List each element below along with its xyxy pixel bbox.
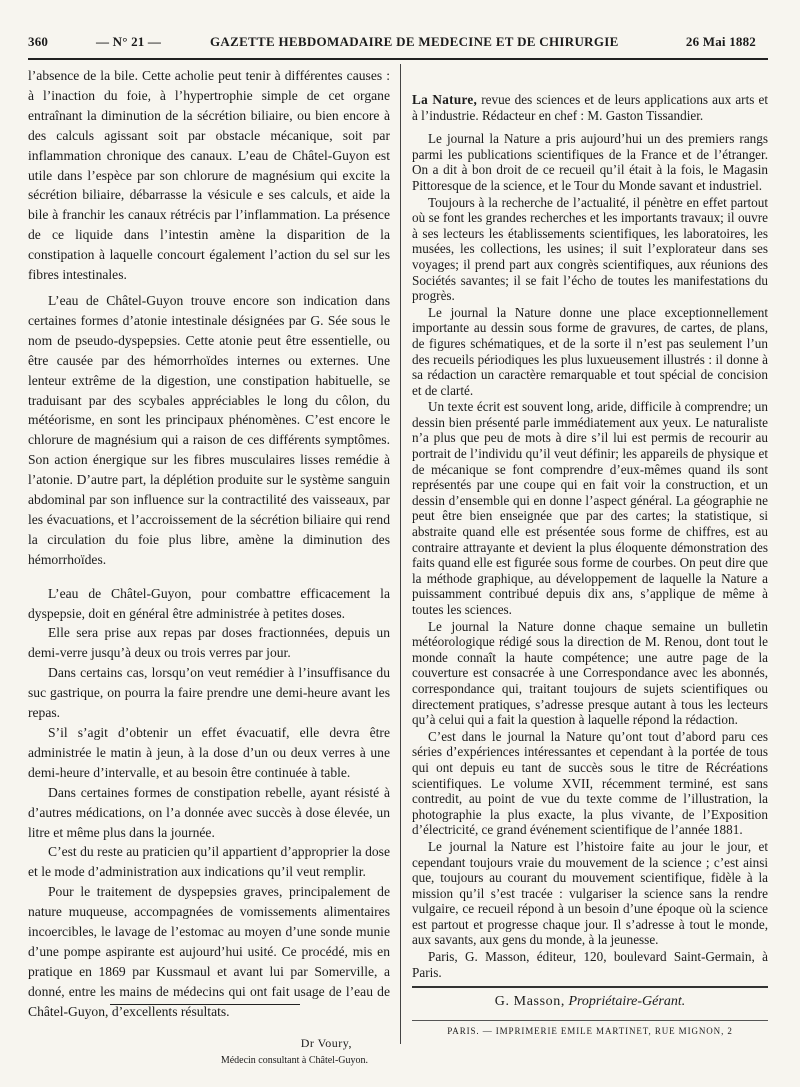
paragraph: Pour le traitement de dyspepsies graves, principalement de nature muqueuse, accompagnées de vomissements alimentaires incoercibles, le lavage de l’estomac au moyen d’une sonde munie d’une pompe aspirante est aujourd’hui usité. Ce procédé, mis en pratique en 1869 par Kussmaul et avant lui par Somerville, a donné, entre les mains de médecins qui ont fait usage de l’eau de Châtel-Guyon, d’excellents résultats.	[28, 884, 390, 1019]
paragraph: L’eau de Châtel-Guyon trouve encore son indication dans certaines formes d’atonie intestinale désignées par G. Sée sous le nom de pseudo-dyspepsies. Cette atonie peut être essentielle, ou être causée par des hémorrhoïdes internes ou externes. Une lenteur extrême de la digestion, une constipation habituelle, se traduisant par des scybales appréciables le long du côlon, du météorisme, en sont les principaux phénomènes. C’est encore le chlorure de magnésium qui a raison de ces différents symptômes. Son action énergique sur les fibres musculaires lisses remédie à l’atonie. D’autre part, la déplétion produite sur le système sanguin abdominal par son influence sur la contractilité des vaisseaux, par les évacuations, et l’accroissement de la sécrétion biliaire qui rend la circulation du foie plus libre, amène la diminution des hémorrhoïdes.	[28, 292, 390, 567]
review-description: revue des sciences et de leurs applications aux arts et à l’industrie. Rédacteur en chef : M. Gaston Tissandier.	[412, 92, 769, 123]
review-intro	[412, 92, 768, 123]
paragraph: l’absence de la bile. Cette acholie peut tenir à différentes causes : à l’inaction du foie, à l’hypertrophie simple de cet organe entraînant la diminution de la sécrétion biliaire, ou bien encore à des calculs agissant soit par obstacle mécanique, soit par inflammation chronique des canaux. L’eau de Châtel-Guyon est utile dans l’espèce par son chlorure de magnésium qui excite la sécrétion biliaire, débarrasse la vésicule e ses calculs, et aide la bile à franchir les canaux rétrécis par l’inflammation. La présence de ce liquide dans l’intestin amène la disparition de la constipation à laquelle concourt également l’action du sel sur les fibres intestinales.	[28, 68, 390, 283]
paragraph: S’il s’agit d’obtenir un effet évacuatif, elle devra être administrée le matin à jeun, à la dose d’un ou deux verres à une demi-heure d’intervalle, et au besoin être continuée à table.	[28, 725, 390, 780]
issue-date: 26 Mai 1882	[685, 34, 756, 49]
paragraph: Le journal la Nature donne chaque semaine un bulletin météorologique rédigé sous la direction de M. Renou, dont tout le monde connaît la haute compétence; une autre page de la couverture est consacrée à une Correspondance avec les abonnés, correspondance qui, traitant toujours de sujets scientifiques ou directement pratiques, s’adresse presque autant à tous les lecteurs qu’à celui qui a fait la question à laquelle répond la rédaction.	[412, 618, 768, 728]
paragraph: Dans certains cas, lorsqu’on veut remédier à l’insuffisance du suc gastrique, on pourra la faire prendre une demi-heure avant les repas.	[28, 665, 390, 721]
proprietor-line	[412, 994, 768, 1010]
paragraph: C’est dans le journal la Nature qu’ont tout d’abord paru ces séries d’expériences intéressantes et cependant à la portée de tous qui ont depuis eu tant de succès sous le titre de Récréations scientifiques. Le volume XVII, récemment terminé, est sans contredit, au point de vue du texte comme de l’illustration, la photographie la plus exacte, la plus vivante, de l’Exposition d’électricité, ce grand événement scientifique de l’année 1881.	[412, 728, 768, 838]
header-rule	[28, 58, 768, 60]
paragraph: Le journal la Nature a pris aujourd’hui un des premiers rangs parmi les publications scientifiques de la France et de l’étranger. On a dit à bon droit de ce recueil qu’il était à la fois, le Magasin Pittoresque de la science, et le Tour du Monde savant et industriel.	[412, 131, 768, 193]
proprietor-title: Propriétaire-Gérant.	[568, 994, 686, 1009]
signature-name: Dr Voury,	[300, 1035, 352, 1050]
paragraph: Toujours à la recherche de l’actualité, il pénètre en effet partout où se font les grandes recherches et les importants travaux; il ouvre à ses lecteurs les établissements scientifiques, les laboratoires, les musées, les collections, les usines; il suit l’explorateur dans ses voyages; il prend part aux congrès scientifiques, aux réunions des Sociétés savantes; il se fait l’écho de toutes les manifestations du progrès.	[412, 194, 768, 304]
paragraph: Elle sera prise aux repas par doses fractionnées, depuis un demi-verre jusqu’à deux ou trois verres par jour.	[28, 625, 390, 661]
publisher-address: Paris, G. Masson, éditeur, 120, boulevard Saint-Germain, à Paris.	[412, 949, 768, 980]
column-divider	[400, 64, 401, 1044]
imprint-rule	[412, 1020, 768, 1021]
paragraph: Dans certaines formes de constipation rebelle, ayant résisté à d’autres médications, on l’a donnée avec succès à dose élevée, un litre et même plus dans la journée.	[28, 784, 390, 840]
journal-title: GAZETTE HEBDOMADAIRE DE MEDECINE ET DE CHIRURGIE	[210, 34, 619, 49]
footer-rule	[412, 986, 768, 988]
paragraph: Le journal la Nature donne une place exceptionnellement importante au dessin sous forme de gravures, de cartes, de plans, de figures schématiques, et de la sorte il n’est pas seulement l’un des recueils périodiques les plus luxueusement illustrés : il donne à sa rédaction un caractère remarquable et tout spécial de concision et de clarté.	[412, 304, 768, 398]
signature-role: Médecin consultant à Châtel-Guyon.	[220, 1054, 368, 1066]
page-header	[28, 30, 768, 54]
review-title: La Nature,	[412, 92, 478, 107]
right-column	[412, 92, 768, 981]
issue-number: — N° 21 —	[96, 34, 162, 49]
printer-imprint: PARIS. — IMPRIMERIE EMILE MARTINET, RUE MIGNON, 2	[447, 1026, 733, 1036]
proprietor-name: G. Masson,	[494, 994, 565, 1009]
signature-block	[28, 1034, 390, 1068]
paragraph: Le journal la Nature est l’histoire faite au jour le jour, et cependant toujours vraie du mouvement de la science ; c’est ainsi que, toujours au courant du mouvement scientifique, fidèle à la mission qu’il s’est tracée : vulgariser la science sans la rendre vulgaire, ce recueil répond à un besoin d’une époque où la science est partout et progresse chaque jour. Il s’adresse à tout le monde, aux savants, aux gens du monde, à la jeunesse.	[412, 838, 768, 948]
paragraph: C’est du reste au praticien qu’il appartient d’approprier la dose et le mode d’administration aux indications qu’il veut remplir.	[28, 844, 390, 880]
paragraph: Un texte écrit est souvent long, aride, difficile à comprendre; un dessin bien présenté parle immédiatement aux yeux. Le naturaliste n’a plus que peu de mots à dire s’il lui est permis de recourir au portrait de l’individu qu’il veut définir; les appareils de physique et de mécanique se font comprendre d’eux-mêmes quand ils sont représentés par une coupe qui en fait voir la construction, et un dessin d’ensemble qui en donne l’aspect général. La géographie ne peut être bien enseignée que par des cartes; la statistique, si abstraite quand elle est présentée sous forme de chiffres, est au contraire attrayante et devient la plus éloquente démonstration des faits quand elle est figurée sous forme de courbes. On peut dire que la méthode graphique, au développement de laquelle la Nature a puissamment contribué depuis dix ans, s’applique de même à toutes les sciences.	[412, 399, 768, 617]
paragraph: L’eau de Châtel-Guyon, pour combattre efficacement la dyspepsie, doit en général être administrée à petites doses.	[28, 585, 390, 621]
left-column	[28, 66, 390, 1068]
left-end-rule	[110, 1004, 300, 1005]
page-number: 360	[28, 34, 49, 49]
